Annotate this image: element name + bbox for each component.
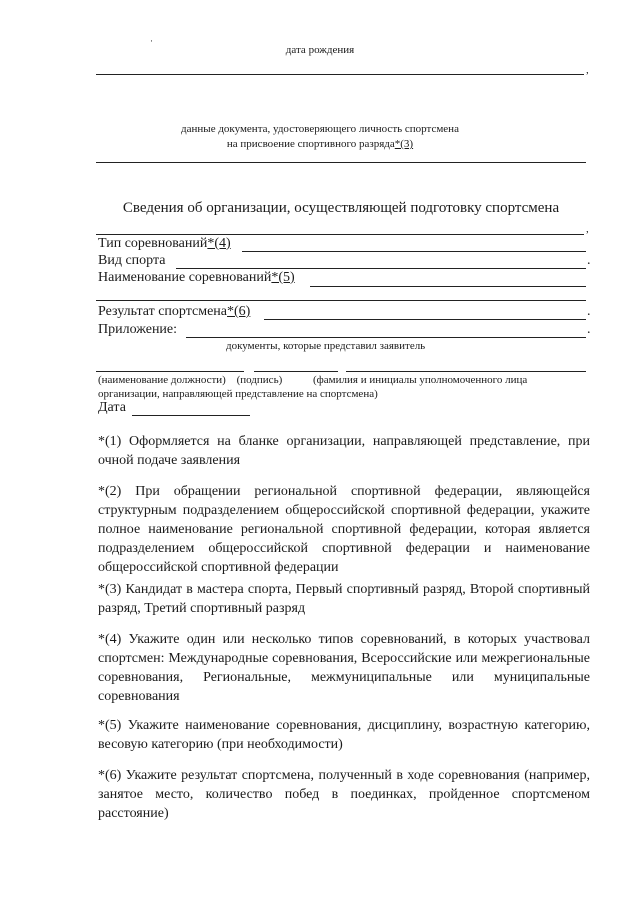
scan-speck: · <box>150 36 153 46</box>
footnote-3: *(3) Кандидат в мастера спорта, Первый спортивный разряд, Второй спортивный разряд, Третий спортивный разряд <box>98 582 590 616</box>
sport-end: . <box>587 253 591 268</box>
field-attachment <box>98 322 177 338</box>
footnote-6: *(6) Укажите результат спортсмена, полученный в ходе соревнования (например, занятое место, количество побед в поединках, пройденное спортсменом расстояние) <box>98 768 590 821</box>
position-line <box>96 371 244 372</box>
footnote-ref-6: *(6) <box>227 304 251 319</box>
signature-captions <box>98 373 590 401</box>
date-label: Дата <box>98 400 126 415</box>
document-caption-line2 <box>0 137 640 152</box>
competition-type-line <box>242 251 586 252</box>
attachment-caption: документы, которые представил заявитель <box>226 340 426 352</box>
field-sport <box>98 253 165 269</box>
competition-name-label: Наименование соревнований <box>98 270 272 285</box>
field-result <box>98 304 250 320</box>
signature-captions-row <box>98 373 590 387</box>
signature-line <box>254 371 338 372</box>
footnote-4: *(4) Укажите один или несколько типов соревнований, в которых участвовал спортсмен: Международные соревнования, Всероссийские или межрегиональные соревнования, Региональные, межмуниципальные или муниципальные соревнования <box>98 632 590 704</box>
footnote-ref-3: *(3) <box>394 138 414 150</box>
name-line <box>346 371 586 372</box>
field-competition-type <box>98 236 231 252</box>
field-competition-name <box>98 270 295 286</box>
name-caption: (фамилия и инициалы уполномоченного лица <box>313 374 528 386</box>
document-caption <box>0 122 640 152</box>
org-heading: Сведения об организации, осуществляющей подготовку спортсмена <box>122 200 560 216</box>
attachment-line <box>186 337 586 338</box>
birth-date-label: дата рождения <box>285 44 355 56</box>
document-line <box>96 162 586 163</box>
birth-date-comma: , <box>586 64 589 76</box>
position-caption: (наименование должности) <box>98 374 226 386</box>
footnote-1: *(1) Оформляется на бланке организации, направляющей представление, при очной подаче заявления <box>98 434 590 468</box>
date-line <box>132 415 250 416</box>
org-comma: , <box>586 223 589 235</box>
sport-label: Вид спорта <box>98 253 166 268</box>
attachment-label: Приложение: <box>98 322 178 337</box>
document-caption-line2-text: на присвоение спортивного разряда <box>226 138 395 150</box>
org-line <box>96 234 584 235</box>
footnote-ref-5: *(5) <box>271 270 295 285</box>
document-caption-line1: данные документа, удостоверяющего личность спортсмена <box>181 123 459 135</box>
birth-date-line <box>96 74 584 75</box>
attachment-end: . <box>587 322 591 337</box>
sport-line <box>176 268 586 269</box>
competition-name-line <box>310 286 586 287</box>
result-label: Результат спортсмена <box>98 304 228 319</box>
signature-caption-line2: организации, направляющей представление на спортсмена) <box>98 388 378 400</box>
result-end: . <box>587 304 591 319</box>
competition-name-line-2 <box>96 300 586 301</box>
footnote-ref-4: *(4) <box>207 236 231 251</box>
footnote-2: *(2) При обращении региональной спортивной федерации, являющейся структурным подразделением общероссийской спортивной федерации, укажите полное наименование региональной спортивной федерации, которая является подразделением общероссийской спортивной федерации и наименование общероссийской спортивной федерации <box>98 484 590 575</box>
competition-type-label: Тип соревнований <box>98 236 208 251</box>
result-line <box>264 319 586 320</box>
sign-caption: (подпись) <box>236 374 283 386</box>
footnote-5: *(5) Укажите наименование соревнования, дисциплину, возрастную категорию, весовую категорию (при необходимости) <box>98 718 590 752</box>
